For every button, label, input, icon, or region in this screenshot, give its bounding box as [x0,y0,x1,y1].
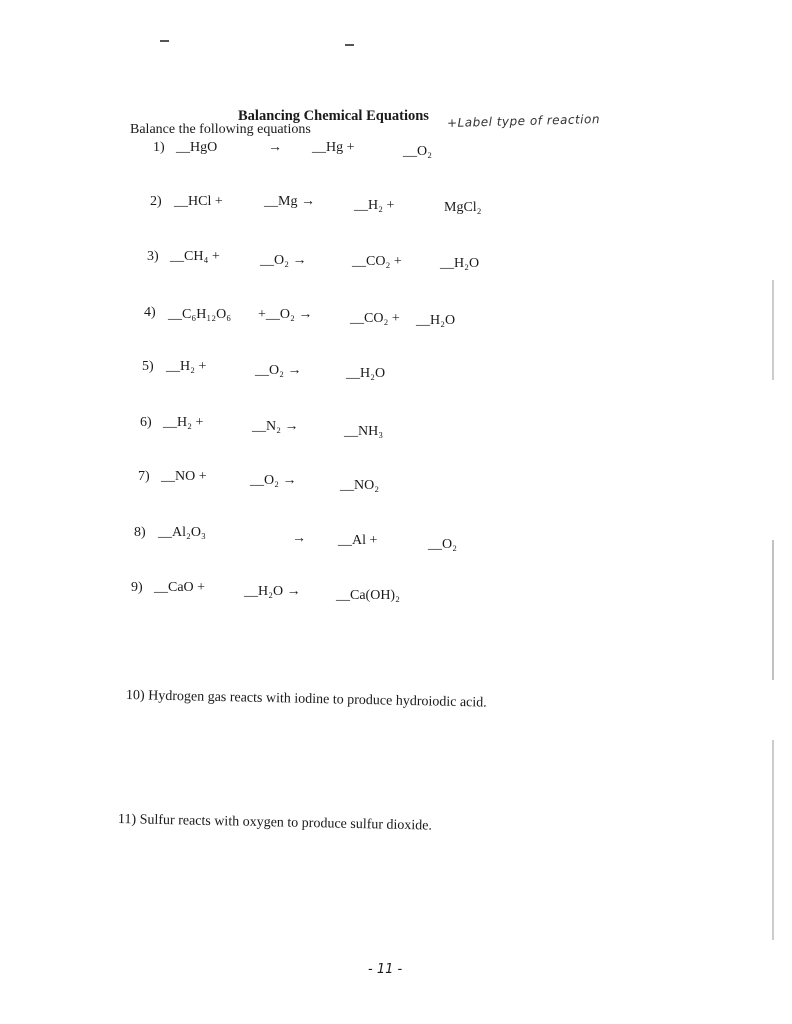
equation-term: __H₂ + [354,198,395,213]
equation-term: +__O₂ → [258,307,313,322]
equation-term: __CH₄ + [170,249,220,264]
equation-term: __CaO + [154,580,206,595]
equation-row [0,140,792,164]
equation-term: __HgO [176,140,218,155]
equation-term: __O₂ [428,537,457,552]
equation-term: __Al + [338,533,378,548]
equation-term: __NO₂ [340,478,380,493]
equation-term: → [268,140,282,155]
equation-number: 7) [138,469,150,484]
equation-term: __O₂ → [250,473,297,488]
equation-term: __H₂O → [244,584,301,599]
equation-number: 2) [150,194,162,209]
equation-number: 1) [153,140,165,155]
equation-term: __NO + [161,469,207,484]
scan-mark [160,40,169,42]
worksheet-title: Balancing Chemical Equations [238,108,429,124]
page-number: - 11 - [368,962,403,977]
equation-row [0,305,792,329]
equation-row [0,249,792,273]
equation-term: __H₂O [346,366,386,381]
equation-number: 4) [144,305,156,320]
equation-number: 5) [142,359,154,374]
equation-term: __O₂ → [255,363,302,378]
equation-term: __Ca(OH)₂ [336,588,400,603]
word-problem: 11) Sulfur reacts with oxygen to produce sulfur dioxide. [117,812,433,834]
page-edge-shadow [772,740,774,940]
scan-mark [345,44,354,46]
instructions: Balance the following equations [130,122,311,137]
equation-term: __C₆H₁₂O₆ [168,307,232,322]
equation-term: __HCl + [174,194,223,209]
equation-number: 8) [134,525,146,540]
equation-term: MgCl₂ [444,200,482,215]
handwritten-note: +Label type of reaction [446,111,601,131]
word-problem: 10) Hydrogen gas reacts with iodine to produce hydroiodic acid. [125,688,487,711]
equation-term: → [292,531,306,546]
equation-row [0,194,792,218]
equation-term: __H₂ + [166,359,207,374]
equation-term: __H₂O [440,256,480,271]
equation-number: 9) [131,580,143,595]
equation-row [0,525,792,552]
equation-term: __NH₃ [344,424,384,439]
equation-term: __H₂ + [163,415,204,430]
equation-term: __N₂ → [252,419,299,434]
equation-term: __H₂O [416,313,456,328]
page-edge-shadow [772,540,774,680]
equation-number: 3) [147,249,159,264]
equation-term: __CO₂ + [352,254,402,269]
equation-term: __O₂ → [260,253,307,268]
equation-term: __CO₂ + [350,311,400,326]
equation-term: __Mg → [264,194,315,209]
equation-term: __Al₂O₃ [158,525,206,540]
equation-term: __O₂ [403,144,432,159]
equation-number: 6) [140,415,152,430]
equation-term: __Hg + [312,140,355,155]
equation-row [0,359,792,383]
equation-row [0,580,792,604]
equation-row [0,469,792,493]
equation-row [0,415,792,439]
